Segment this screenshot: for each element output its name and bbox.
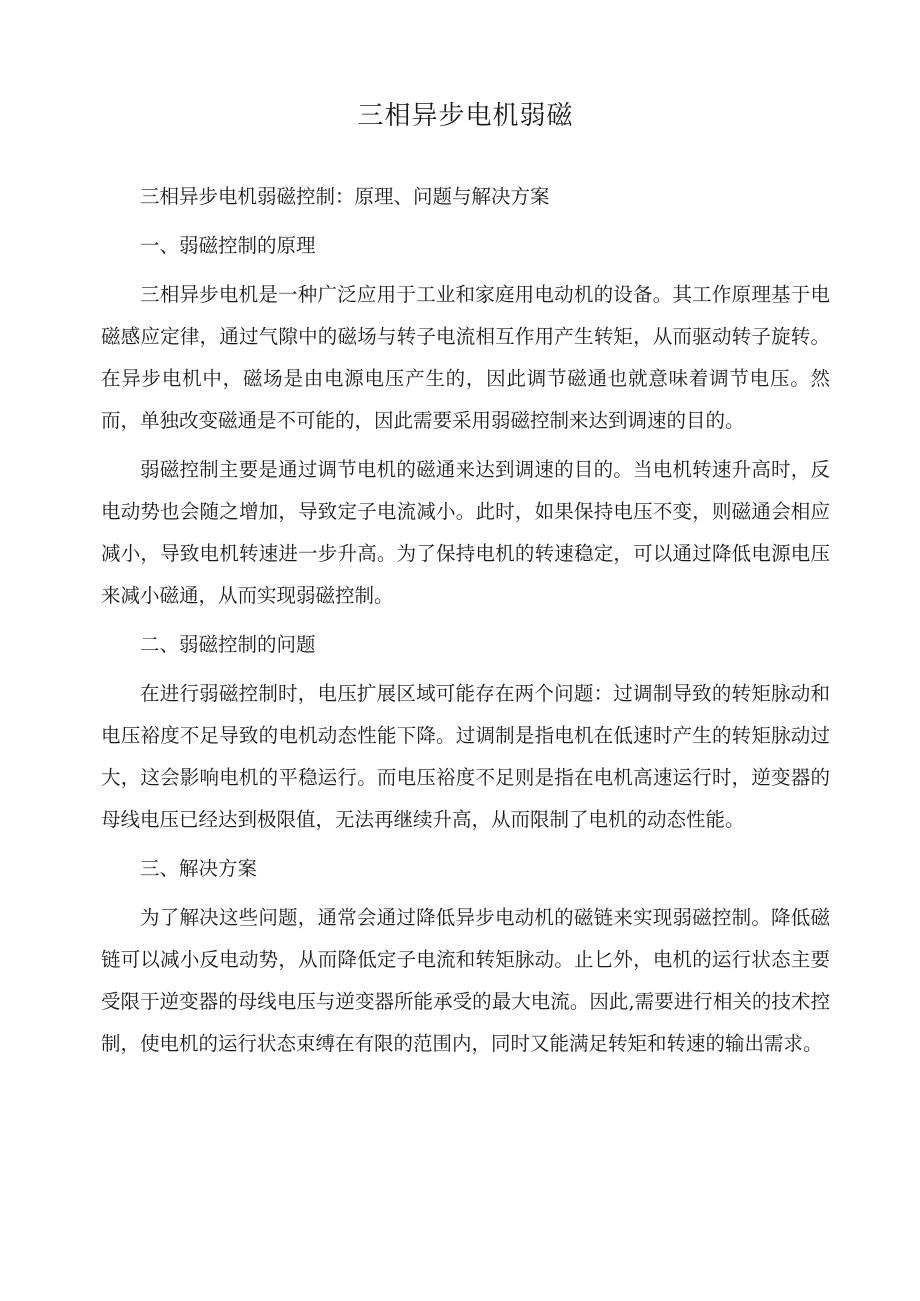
paragraph: 弱磁控制主要是通过调节电机的磁通来达到调速的目的。当电机转速升高时，反电动势也会随之增加，导致定子电流减小。此时，如果保持电压不变，则磁通会相应减小，导致电机转速进一步升高。为了保持电机的转速稳定，可以通过降低电源电压来减小磁通，从而实现弱磁控制。	[101, 458, 830, 607]
section-heading-problems: 二、弱磁控制的问题	[140, 633, 316, 656]
section-heading-solutions: 三、解决方案	[140, 857, 258, 880]
paragraph: 为了解决这些问题，通常会通过降低异步电动机的磁链来实现弱磁控制。降低磁链可以减小反电动势，从而降低定子电流和转矩脉动。止匕外，电机的运行状态主要受限于逆变器的母线电压与逆变器所能承受的最大电流。因此,需要进行相关的技术控制，使电机的运行状态束缚在有限的范围内，同时又能满足转矩和转速的输出需求。	[101, 906, 830, 1055]
section-heading-principle: 一、弱磁控制的原理	[140, 234, 316, 257]
paragraph: 在进行弱磁控制时，电压扩展区域可能存在两个问题：过调制导致的转矩脉动和电压裕度不足导致的电机动态性能下降。过调制是指电机在低速时产生的转矩脉动过大，这会影响电机的平稳运行。而电压裕度不足则是指在电机高速运行时，逆变器的母线电压已经达到极限值，无法再继续升高，从而限制了电机的动态性能。	[101, 682, 830, 831]
document-body	[101, 176, 830, 1065]
paragraph: 三相异步电机是一种广泛应用于工业和家庭用电动机的设备。其工作原理基于电磁感应定律，通过气隙中的磁场与转子电流相互作用产生转矩，从而驱动转子旋转。在异步电机中，磁场是由电源电压产生的，因此调节磁通也就意味着调节电压。然而，单独改变磁通是不可能的，因此需要采用弱磁控制来达到调速的目的。	[101, 283, 830, 432]
document-subtitle: 三相异步电机弱磁控制：原理、问题与解决方案	[140, 185, 550, 208]
document-title: 三相异步电机弱磁	[357, 101, 574, 131]
